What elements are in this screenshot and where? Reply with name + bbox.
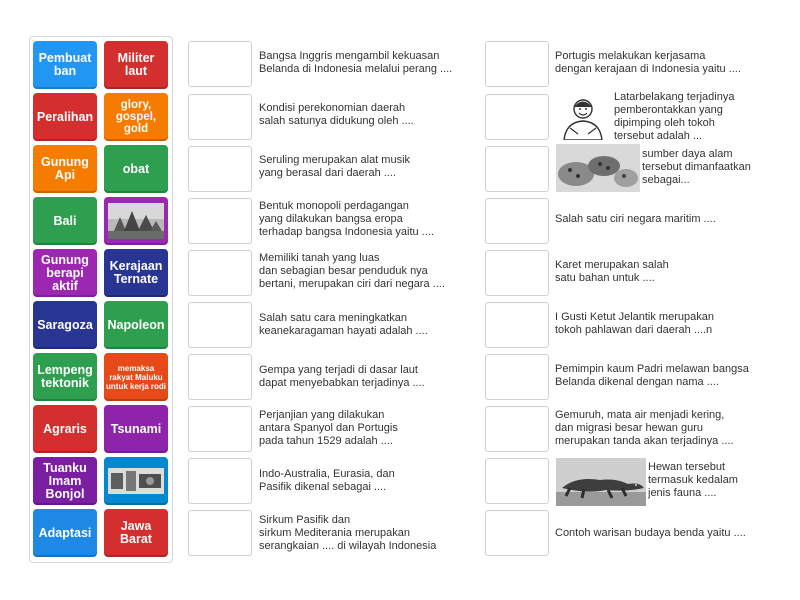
tile-label: Agraris [43,421,87,436]
drop-slot-right-4[interactable] [485,198,549,244]
tile-adaptasi[interactable] [33,509,97,557]
man-portrait-icon [556,94,610,145]
tile-peralihan[interactable] [33,93,97,141]
drop-slot-right-2[interactable] [485,94,549,140]
drop-slot-right-7[interactable] [485,354,549,400]
drop-slot-right-6[interactable] [485,302,549,348]
tile-napoleon[interactable] [104,301,168,349]
tile-label: Tuanku Imam Bonjol [43,460,87,501]
tile-lempeng-tektonik[interactable] [33,353,97,401]
question-left-3: Seruling merupakan alat musik yang berasal dari daerah .... [259,154,411,179]
drop-slot-left-8[interactable] [188,406,252,452]
tile-label: Kerajaan Ternate [109,259,163,286]
tile-militer-laut[interactable] [104,41,168,89]
tile-memaksa-rakyat[interactable] [104,353,168,401]
tile-label: Bali [53,213,77,228]
tile-label: Napoleon [107,317,165,332]
question-right-4: Salah satu ciri negara maritim .... [555,213,716,225]
question-right-10: Contoh warisan budaya benda yaitu .... [555,527,746,539]
question-right-6: I Gusti Ketut Jelantik merupakan tokoh pahlawan dari daerah ....n [555,311,714,336]
question-right-9: Hewan tersebut termasuk kedalam jenis fauna .... [648,461,738,499]
tile-bali[interactable] [33,197,97,245]
tile-gunung-berapi-aktif[interactable] [33,249,97,297]
spices-photo-icon [556,144,640,197]
question-left-4: Bentuk monopoli perdagangan yang dilakukan bangsa eropa terhadap bangsa Indonesia yaitu .... [259,200,434,238]
drop-slot-right-10[interactable] [485,510,549,556]
question-left-2: Kondisi perekonomian daerah salah satunya didukung oleh .... [259,102,414,127]
question-left-7: Gempa yang terjadi di dasar laut dapat menyebabkan terjadinya .... [259,364,425,389]
tile-gunung-api[interactable] [33,145,97,193]
question-left-1: Bangsa Inggris mengambil kekuasan Belanda di Indonesia melalui perang .... [259,50,453,75]
drop-slot-left-10[interactable] [188,510,252,556]
tile-label: memaksa rakyat Maluku untuk kerja rodi [106,363,167,391]
drop-slot-left-1[interactable] [188,41,252,87]
tile-label: Adaptasi [38,525,92,540]
tile-tuanku-imam-bonjol[interactable] [33,457,97,505]
komodo-photo-icon [556,458,646,511]
tile-label: Pembuat ban [38,51,92,78]
tile-pembuat-ban[interactable] [33,41,97,89]
tile-label: Peralihan [36,109,94,124]
drop-slot-right-9[interactable] [485,458,549,504]
question-right-3: sumber daya alam tersebut dimanfaatkan sebagai... [642,148,751,186]
artifacts-photo-icon [108,468,164,494]
tile-tsunami[interactable] [104,405,168,453]
drop-slot-left-5[interactable] [188,250,252,296]
tile-saragoza[interactable] [33,301,97,349]
question-left-8: Perjanjian yang dilakukan antara Spanyol dan Portugis pada tahun 1529 adalah .... [259,409,398,447]
question-right-7: Pemimpin kaum Padri melawan bangsa Belanda dikenal dengan nama .... [555,363,749,388]
question-right-8: Gemuruh, mata air menjadi kering, dan migrasi besar hewan guru merupakan tanda akan terjadinya .... [555,409,734,447]
tile-label: obat [122,161,150,176]
tile-label: Jawa Barat [120,519,152,546]
drop-slot-left-4[interactable] [188,198,252,244]
tile-label: Lempeng tektonik [37,363,93,390]
drop-slot-left-3[interactable] [188,146,252,192]
question-left-9: Indo-Australia, Eurasia, dan Pasifik dikenal sebagai .... [259,468,395,493]
drop-slot-right-5[interactable] [485,250,549,296]
question-left-10: Sirkum Pasifik dan sirkum Mediterania merupakan serangkaian .... di wilayah Indonesia [259,514,437,552]
tile-jawa-barat[interactable] [104,509,168,557]
tile-label: Tsunami [110,421,162,436]
question-left-6: Salah satu cara meningkatkan keanekaragaman hayati adalah .... [259,312,428,337]
tile-label: Saragoza [37,317,93,332]
drop-slot-right-3[interactable] [485,146,549,192]
drop-slot-left-7[interactable] [188,354,252,400]
drop-slot-left-2[interactable] [188,94,252,140]
tile-artifacts-image[interactable] [104,457,168,505]
tile-obat[interactable] [104,145,168,193]
drop-slot-right-1[interactable] [485,41,549,87]
drop-slot-left-9[interactable] [188,458,252,504]
question-right-5: Karet merupakan salah satu bahan untuk .... [555,259,669,284]
tile-label: Gunung Api [41,155,89,182]
question-right-1: Portugis melakukan kerjasama dengan kerajaan di Indonesia yaitu .... [555,50,741,75]
question-right-2: Latarbelakang terjadinya pemberontakkan yang dipimping oleh tokoh tersebut adalah ... [614,91,735,142]
question-left-5: Memiliki tanah yang luas dan sebagian besar penduduk nya bertani, merupakan ciri dari negara .... [259,252,445,290]
tile-temple-image[interactable] [104,197,168,245]
tile-label: Militer laut [117,51,155,78]
tile-agraris[interactable] [33,405,97,453]
tile-glory-gospel-gold[interactable] [104,93,168,141]
tile-label: Gunung berapi aktif [41,252,89,293]
temple-photo-icon [108,203,164,239]
tile-kerajaan-ternate[interactable] [104,249,168,297]
drop-slot-right-8[interactable] [485,406,549,452]
tile-label: glory, gospel, gold [115,99,157,135]
drop-slot-left-6[interactable] [188,302,252,348]
